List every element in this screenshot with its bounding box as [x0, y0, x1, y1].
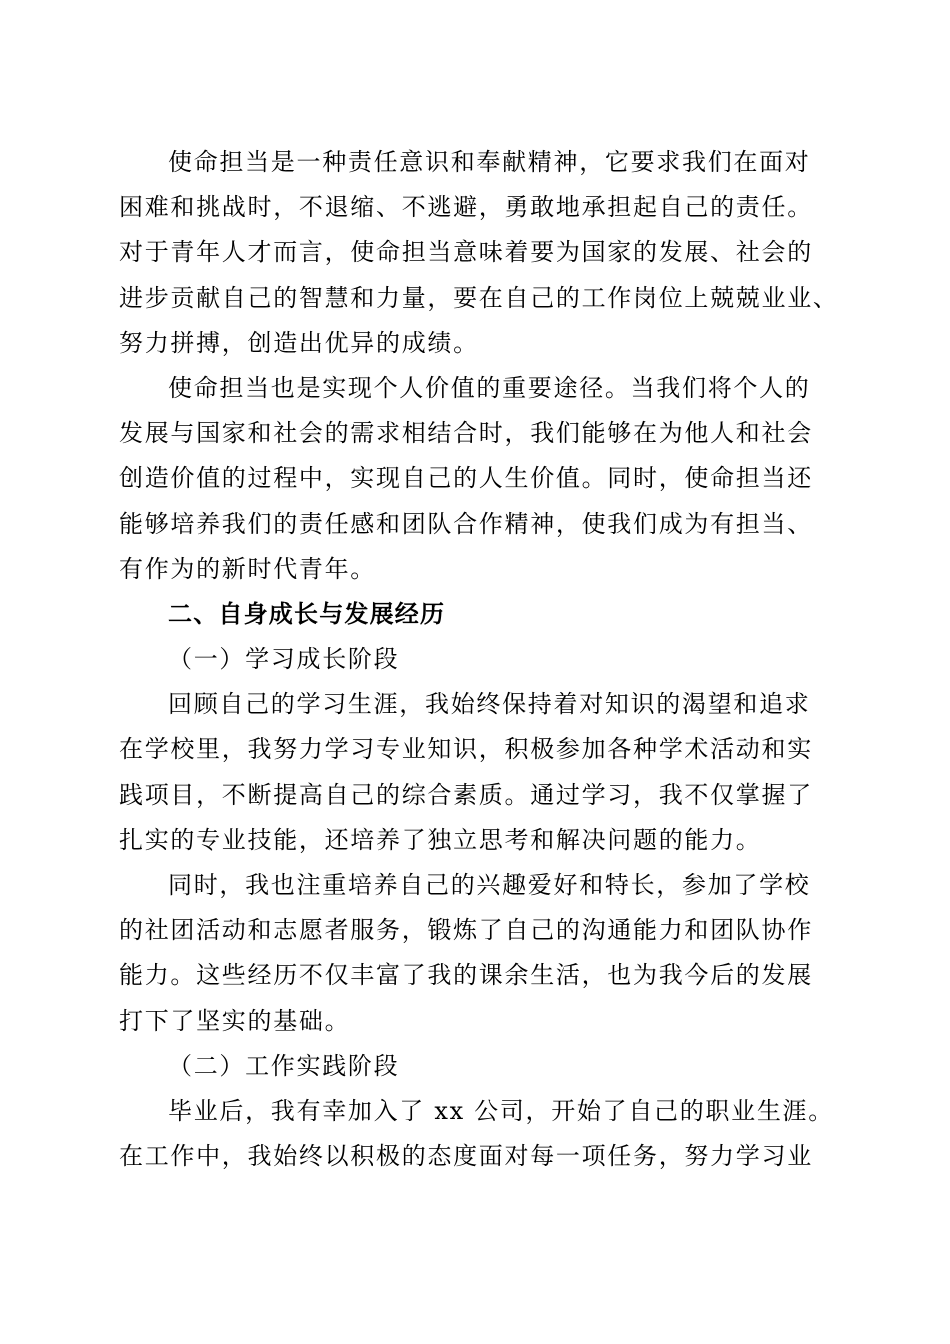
text-line: 进步贡献自己的智慧和力量，要在自己的工作岗位上兢兢业业、	[119, 283, 839, 312]
document-body	[119, 140, 839, 1179]
paragraph-study-growth	[119, 682, 831, 863]
subsection-heading: （一）学习成长阶段	[168, 645, 400, 674]
text-line: 使命担当也是实现个人价值的重要途径。当我们将个人的	[168, 373, 811, 402]
section-heading: 二、自身成长与发展经历	[168, 599, 446, 628]
text-line: 有作为的新时代青年。	[119, 554, 376, 583]
paragraph-personal-value	[119, 366, 831, 592]
text-line: 努力拼搏，创造出优异的成绩。	[119, 328, 479, 357]
text-line: 毕业后，我有幸加入了 xx 公司，开始了自己的职业生涯。	[168, 1096, 834, 1125]
text-line: 回顾自己的学习生涯，我始终保持着对知识的渴望和追求	[168, 690, 811, 719]
subsection-heading: （二）工作实践阶段	[168, 1051, 400, 1080]
text-line: 同时，我也注重培养自己的兴趣爱好和特长，参加了学校	[168, 871, 811, 899]
text-line: 创造价值的过程中，实现自己的人生价值。同时，使命担当还	[119, 464, 813, 493]
text-line: 扎实的专业技能，还培养了独立思考和解决问题的能力。	[119, 825, 762, 854]
text-line: 的社团活动和志愿者服务，锻炼了自己的沟通能力和团队协作	[119, 916, 813, 945]
text-line: 对于青年人才而言，使命担当意味着要为国家的发展、社会的	[119, 238, 813, 267]
text-line: 打下了坚实的基础。	[119, 1006, 351, 1035]
text-line: 在学校里，我努力学习专业知识，积极参加各种学术活动和实	[119, 735, 813, 764]
text-line: 在工作中，我始终以积极的态度面对每一项任务，努力学习业	[119, 1142, 813, 1171]
paragraph-mission-responsibility	[119, 140, 839, 366]
paragraph-interests	[119, 863, 831, 1044]
text-line: 使命担当是一种责任意识和奉献精神，它要求我们在面对	[168, 148, 811, 176]
text-line: 能够培养我们的责任感和团队合作精神，使我们成为有担当、	[119, 509, 813, 538]
text-line: 能力。这些经历不仅丰富了我的课余生活，也为我今后的发展	[119, 961, 813, 990]
text-line: 困难和挑战时，不退缩、不逃避，勇敢地承担起自己的责任。	[119, 193, 813, 222]
paragraph-work-practice	[119, 1089, 834, 1179]
text-line: 发展与国家和社会的需求相结合时，我们能够在为他人和社会	[119, 419, 813, 448]
text-line: 践项目，不断提高自己的综合素质。通过学习，我不仅掌握了	[119, 780, 813, 809]
